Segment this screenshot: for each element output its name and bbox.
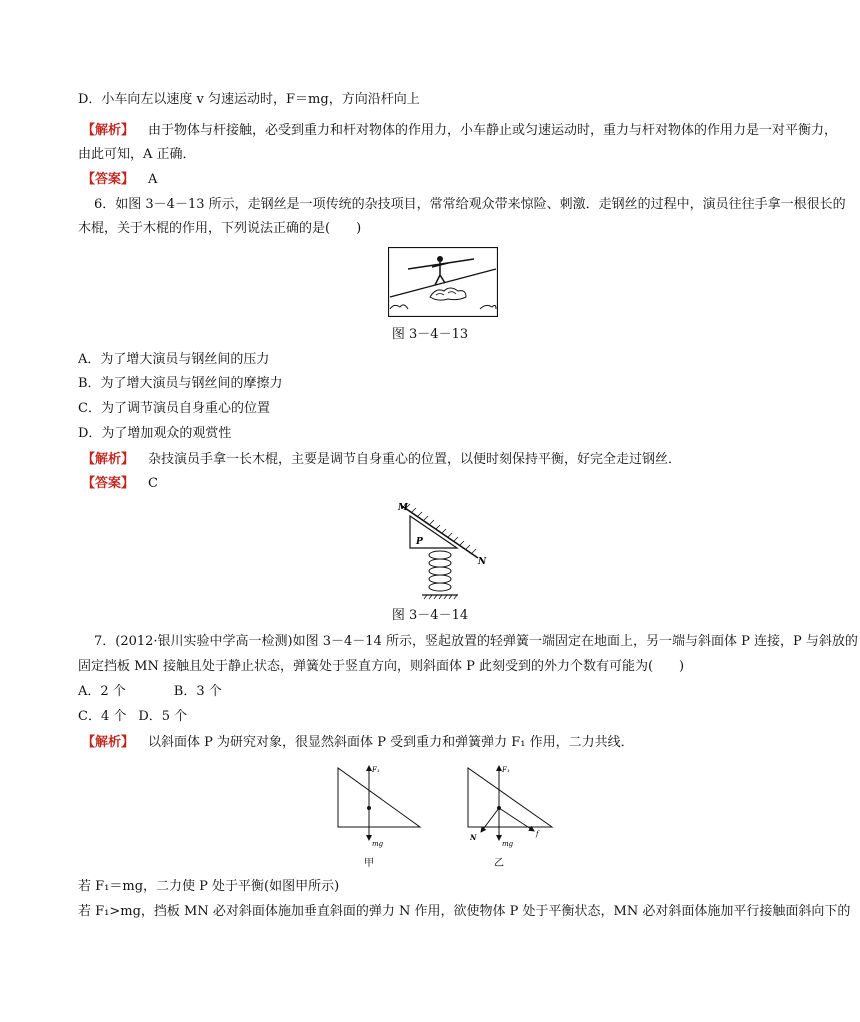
figure-14-caption: 图 3－4－14 [391, 608, 469, 623]
analysis-5-cont: 由此可知，A 正确． [78, 147, 196, 162]
question-7-option-b: B．3 个 [173, 684, 222, 699]
jia-mg-label: mg [372, 840, 384, 848]
question-7-options-ab [78, 682, 820, 702]
case-equal-text: 若 F₁＝mg，二力使 P 处于平衡(如图甲所示) [78, 879, 340, 894]
answer-6-value: C [148, 476, 158, 491]
analysis-5 [82, 121, 838, 141]
tightrope-figure [388, 247, 498, 317]
force-diagram-yi [462, 760, 562, 870]
case-greater-text: 若 F₁>mg，挡板 MN 必对斜面体施加垂直斜面的弹力 N 作用，欲使物体 P 处于平衡状态，MN 必对斜面体施加平行接触面斜向下的 [78, 904, 851, 919]
question-6-option-c: C．为了调节演员自身重心的位置 [78, 401, 270, 416]
option-d-text: D．小车向左以速度 v 匀速运动时，F＝mg，方向沿杆向上 [78, 92, 420, 107]
question-7-option-c: C．4 个 [78, 709, 127, 724]
figure-13-caption: 图 3－4－13 [391, 327, 469, 342]
question-6-line2: 木棍，关于木棍的作用，下列说法正确的是( ) [78, 221, 362, 236]
jia-f1-label: F₁ [372, 766, 380, 774]
analysis-5-text: 由于物体与杆接触，必受到重力和杆对物体的作用力，小车静止或匀速运动时，重力与杆对物体的作用力是一对平衡力， [148, 123, 838, 138]
question-6-line1: 6．如图 3－4－13 所示，走钢丝是一项传统的杂技项目，常常给观众带来惊险、刺激．走钢丝的过程中，演员往往手拿一根很长的 [94, 197, 846, 212]
analysis-7-text: 以斜面体 P 为研究对象，很显然斜面体 P 受到重力和弹簧弹力 F₁ 作用，二力共线． [148, 735, 634, 750]
question-7-line1: 7．(2012·银川实验中学高一检测)如图 3－4－14 所示，竖起放置的轻弹簧一端固定在地面上，另一端与斜面体 P 连接，P 与斜放的 [94, 634, 858, 649]
yi-f-label: f [536, 830, 539, 838]
question-7-option-d: D．5 个 [138, 709, 188, 724]
jia-caption: 甲 [364, 858, 374, 869]
question-7-options-cd [78, 707, 820, 727]
label-n: N [478, 557, 487, 567]
answer-5 [82, 170, 820, 190]
label-p: P [416, 537, 423, 547]
question-6-option-d: D．为了增加观众的观赏性 [78, 426, 232, 441]
analysis-tag: 【 解析 】 [82, 123, 134, 138]
label-m: M [398, 503, 408, 513]
answer-tag: 【 答案 】 [82, 476, 134, 491]
yi-mg-label: mg [502, 840, 514, 848]
question-6-option-a: A．为了增大演员与钢丝间的压力 [78, 352, 270, 367]
force-diagram-jia [330, 760, 430, 870]
yi-f1-label: F₁ [502, 766, 510, 774]
answer-6 [82, 474, 820, 494]
yi-caption: 乙 [494, 858, 504, 869]
yi-n-label: N [470, 833, 477, 842]
analysis-tag: 【 解析 】 [82, 452, 134, 467]
analysis-7 [82, 733, 820, 753]
analysis-6-text: 杂技演员手拿一长木棍，主要是调节自身重心的位置，以便时刻保持平衡，好完全走过钢丝． [148, 452, 682, 467]
answer-tag: 【 答案 】 [82, 172, 134, 187]
question-7-option-a: A．2 个 [78, 684, 126, 699]
analysis-6 [82, 450, 820, 470]
question-7-line2: 固定挡板 MN 接触且处于静止状态，弹簧处于竖直方向，则斜面体 P 此刻受到的外力个数有可能为( ) [78, 659, 685, 674]
analysis-tag: 【 解析 】 [82, 735, 134, 750]
question-6-option-b: B．为了增大演员与钢丝间的摩擦力 [78, 376, 283, 391]
answer-5-value: A [148, 172, 158, 187]
spring-wedge-figure [392, 500, 492, 604]
